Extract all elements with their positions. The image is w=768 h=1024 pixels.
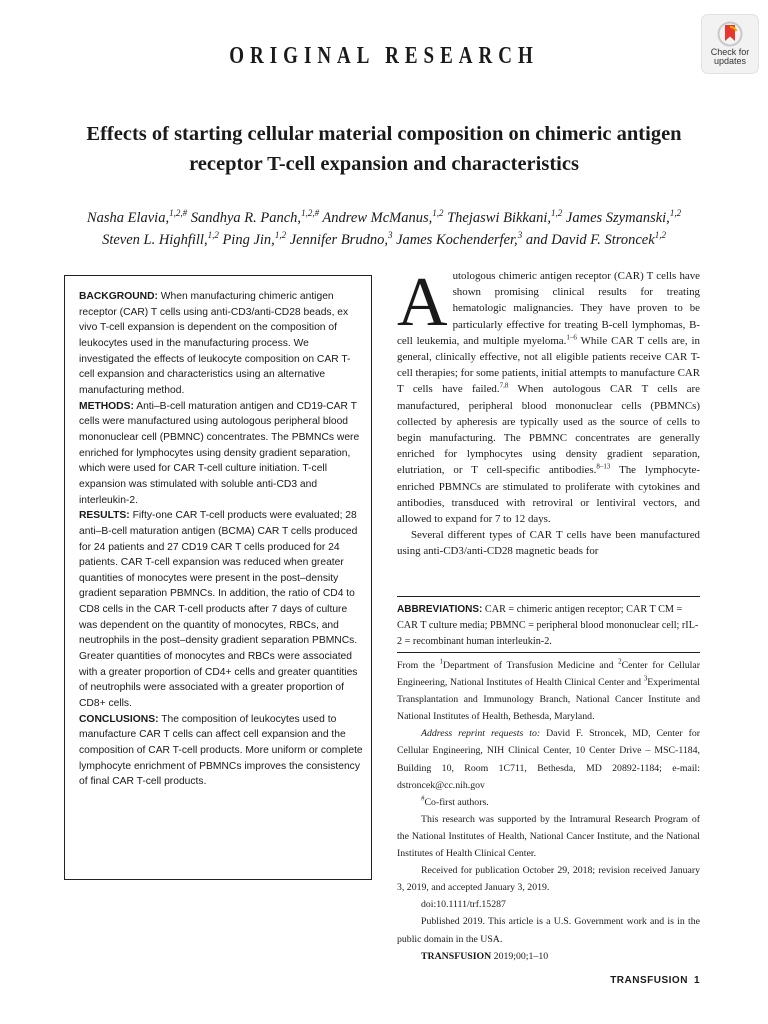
- funding-note: This research was supported by the Intramural Research Program of the National Institutes of Health, National Cancer Institute, and the National Institutes of Health Clinical Center.: [397, 813, 700, 860]
- affil-text: Center for Cellular Engineering, National Institutes of Health Clinical Center and: [397, 660, 700, 689]
- abstract-methods-heading: METHODS:: [79, 400, 134, 412]
- abstract-methods-body: Anti–B-cell maturation antigen and CD19-CAR T cells were manufactured using autologous peripheral blood mononuclear cell (PBMNC) concentrates. The PBMNCs were enriched for lymphocytes using density gradient separation, which were used for CAR T-cell culture initiation. T-cell expansion was stimulated with soluble anti-CD3 and interleukin-2.: [79, 400, 360, 506]
- title-line-2: receptor T-cell expansion and characteristics: [189, 153, 579, 175]
- abstract-text: [79, 289, 363, 790]
- author-affil: 1,2: [669, 208, 682, 219]
- abstract-methods: [79, 399, 363, 509]
- affil-text: Department of Transfusion Medicine and: [443, 660, 619, 671]
- author-list: [40, 207, 728, 251]
- abstract-results-body: Fifty-one CAR T-cell products were evaluated; 28 anti–B-cell maturation antigen (BCMA) CAR T cells produced for 24 patients and 27 CD19 CAR T cells produced for 24 patients. CAR T-cell expansion was reduced when greater quantities of monocytes were present in the post–density gradient separation PBMNCs. In addition, the ratio of CD4 to CD8 cells in the CAR T-cell products after 7 days of culture was dependent on the quantity of monocytes, RBCs, and neutrophils in the post–density gradient separation PBMNCs. Greater quantities of monocytes and RBCs were associated with a greater proportion of CD4+ cells and greater quantities of neutrophils were associated with a greater proportion of CD8+ cells.: [79, 510, 358, 710]
- received-dates: Received for publication October 29, 2018; revision received January 3, 2019, and accepted January 3, 2019.: [397, 865, 700, 894]
- author-name: Sandhya R. Panch,: [187, 210, 302, 226]
- title-line-1: Effects of starting cellular material composition on chimeric antigen: [86, 123, 682, 145]
- abstract-background: [79, 289, 363, 399]
- author-affil: 1,2: [274, 230, 287, 241]
- intro-text-segment: utologous chimeric antigen receptor (CAR) T cells have shown promising clinical results for treating hematologic malignancies. They have proven to be particularly effective for treating B-cell lymphomas, B-cell leukemia, and multiple myeloma.: [397, 270, 700, 347]
- author-affil: 3: [387, 230, 393, 241]
- author-name: James Szymanski,: [562, 210, 670, 226]
- citation-ref[interactable]: 7,8: [499, 381, 509, 390]
- affiliations: [397, 657, 700, 725]
- citation-journal: TRANSFUSION: [421, 950, 492, 962]
- intro-text-segment: The lymphocyte-enriched PBMNCs are stimulated to proliferate with cytokines and antibodies, transduced with retroviral or lentiviral vectors, and allowed to expand for 7 to 12 days.: [397, 464, 700, 526]
- intro-paragraph-1: [397, 264, 701, 527]
- reprint-heading: Address reprint requests to:: [421, 728, 541, 740]
- abstract-conclusions-body: The composition of leukocytes used to manufacture CAR T cells can affect cell expansion and the composition of CAR T-cell products. More uniform or complete lymphocyte enrichment of PBMNCs improves the consistency of final CAR T-cell products.: [79, 713, 363, 788]
- section-label: ORIGINAL RESEARCH: [229, 43, 539, 70]
- abstract-conclusions: [79, 712, 363, 790]
- abbreviations-top-rule: [397, 596, 700, 597]
- author-affil: 1,2: [207, 230, 219, 241]
- affil-text: Experimental Transplantation and Immunology Branch, National Cancer Institute and National Institutes of Health, Bethesda, Maryland.: [397, 677, 700, 723]
- author-affil: 1,2,#: [301, 208, 320, 219]
- author-name: Andrew McManus,: [319, 210, 433, 226]
- citation-ref[interactable]: 8–13: [596, 462, 611, 471]
- citation-details: 2019;00;1–10: [491, 950, 549, 962]
- abbreviations-bottom-rule: [397, 652, 700, 653]
- author-name: James Kochenderfer,: [392, 232, 518, 248]
- author-affil: 1,2,#: [169, 208, 188, 219]
- affil-sup: 1: [439, 657, 443, 666]
- co-first-note: [397, 794, 700, 811]
- author-name: Jennifer Brudno,: [286, 232, 388, 248]
- author-affil: 1,2: [551, 208, 563, 219]
- page-number: 1: [693, 975, 700, 986]
- intro-text-segment: While CAR T cells are, in general, clinically effective, not all eligible patients receive CAR T-cell therapies; for some patients, initial attempts to manufacture CAR T cells have failed.: [397, 334, 700, 396]
- affil-text: Co-first authors.: [424, 796, 489, 808]
- intro-text-segment: When autologous CAR T cells are manufactured, peripheral blood mononuclear cells (PBMNCs) collected by apheresis are typically used as the source of cells to begin manufacturing. The PBMNC concentrates are generally enriched for lymphocytes using density gradient separation, elutriation, or T cell-specific antibodies.: [397, 383, 701, 477]
- author-name: Ping Jin,: [218, 232, 275, 248]
- citation-ref[interactable]: 1–6: [566, 333, 577, 342]
- drop-cap: A: [397, 264, 448, 341]
- check-for-updates-badge[interactable]: [701, 14, 759, 74]
- author-name: Steven L. Highfill,: [102, 232, 208, 248]
- abstract-background-body: When manufacturing chimeric antigen receptor (CAR) T cells using anti-CD3/anti-CD28 beads, ex vivo T-cell expansion is dependent on the composition of leukocytes used in the manufacturing process. We investigated the effects of leukocyte composition on CAR T-cell expansion and characteristics using an alternative manufacturing method.: [79, 291, 351, 396]
- abbreviations-body: CAR = chimeric antigen receptor; CAR T CM = CAR T culture media; PBMNC = peripheral blood mononuclear cell; rIL-2 = recombinant human interleukin-2.: [397, 604, 699, 647]
- author-affil: 1,2: [432, 208, 444, 219]
- footer-journal: TRANSFUSION: [610, 975, 688, 986]
- article-title: [40, 119, 728, 179]
- author-name: Thejaswi Bikkani,: [443, 210, 552, 226]
- reprint-requests: [397, 725, 700, 793]
- affil-text: From the: [397, 660, 440, 671]
- abstract-conclusions-heading: CONCLUSIONS:: [79, 713, 159, 725]
- journal-citation: [397, 948, 700, 965]
- doi-link[interactable]: doi:10.1111/trf.15287: [421, 899, 506, 911]
- page-footer: [604, 975, 700, 986]
- badge-text-line1: Check for: [710, 47, 750, 57]
- author-name: and David F. Stroncek: [522, 232, 655, 248]
- public-domain-note: Published 2019. This article is a U.S. Government work and is in the public domain in the USA.: [397, 916, 700, 945]
- abstract-background-heading: BACKGROUND:: [79, 291, 158, 302]
- badge-text-line2: updates: [713, 56, 747, 66]
- affil-sup: 3: [643, 674, 648, 683]
- intro-paragraph-2: Several different types of CAR T cells have been manufactured using anti-CD3/anti-CD28 magnetic beads for: [397, 529, 700, 558]
- introduction-text: [397, 264, 701, 560]
- affiliations-block: [397, 657, 700, 965]
- author-name: Nasha Elavia,: [86, 210, 170, 226]
- affil-sup: #: [421, 794, 425, 803]
- abbreviations-heading: ABBREVIATIONS:: [397, 604, 483, 615]
- abbreviations: [397, 602, 700, 650]
- abstract-results-heading: RESULTS:: [79, 510, 130, 522]
- bookmark-check-icon: [717, 21, 743, 47]
- author-affil: 1,2: [654, 230, 666, 241]
- abstract-results: [79, 508, 363, 712]
- reprint-body: David F. Stroncek, MD, Center for Cellular Engineering, NIH Clinical Center, 10 Center Drive – MSC-1184, Building 10, Room 1C711, Bethesda, MD 20892-1184; e-mail: dstroncek@cc.nih.gov: [397, 728, 700, 791]
- affil-sup: 2: [618, 657, 622, 666]
- author-affil: 3: [517, 230, 523, 241]
- abstract-box: [64, 275, 372, 880]
